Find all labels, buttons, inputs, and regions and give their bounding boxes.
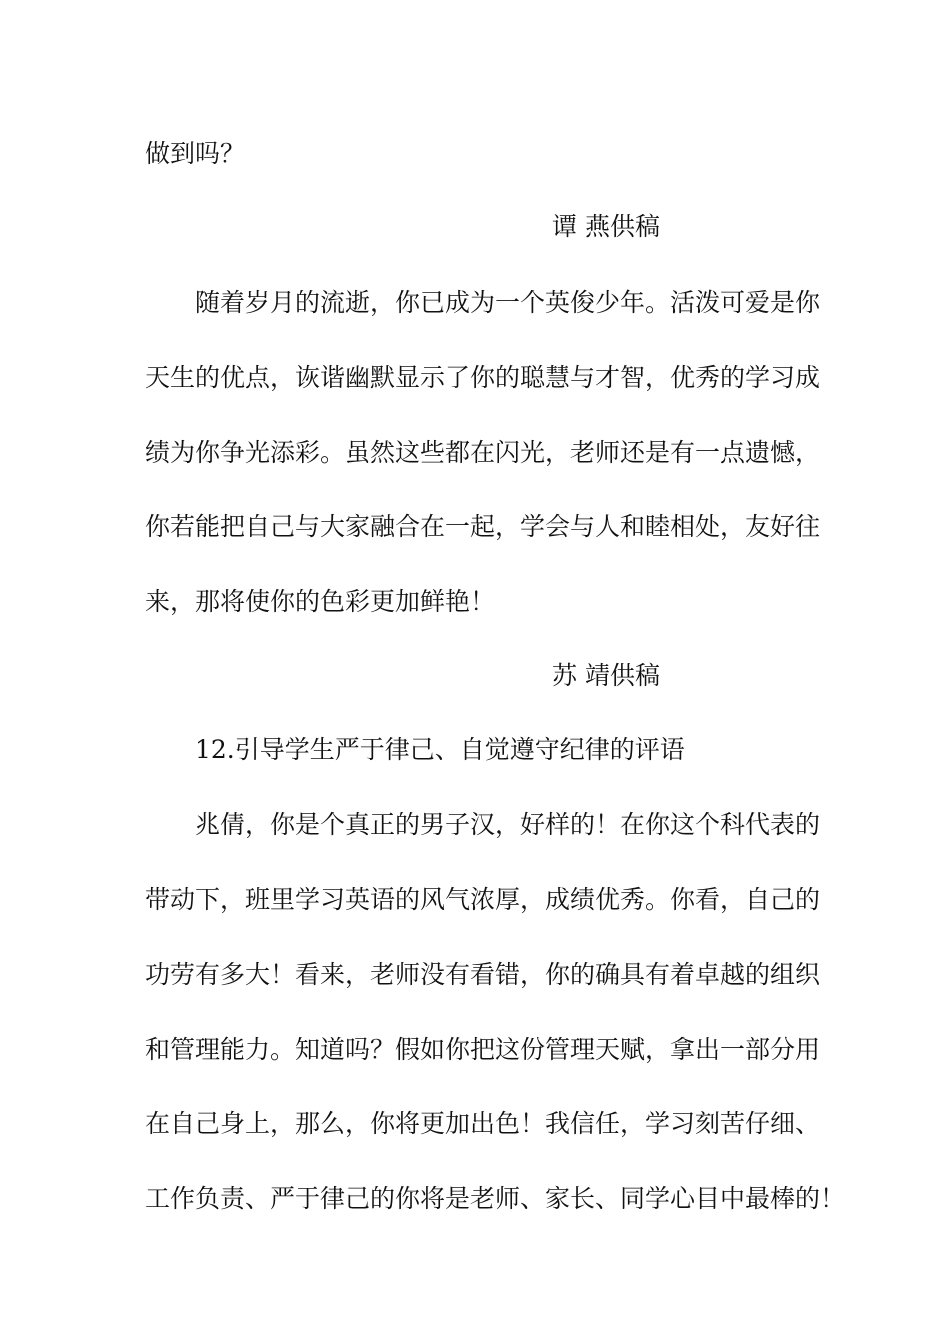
text-line: 带动下，班里学习英语的风气浓厚，成绩优秀。你看，自己的 — [145, 885, 821, 914]
author-credit: 苏 靖供稿 — [552, 661, 660, 690]
text-line: 你若能把自己与大家融合在一起，学会与人和睦相处，友好往 — [145, 512, 821, 541]
paragraph-start: 随着岁月的流逝，你已成为一个英俊少年。活泼可爱是你 — [195, 288, 821, 317]
text-line: 来，那将使你的色彩更加鲜艳！ — [145, 587, 496, 616]
section-heading: 12.引导学生严于律己、自觉遵守纪律的评语 — [195, 735, 685, 764]
author-credit: 谭 燕供稿 — [552, 212, 660, 241]
text-line: 在自己身上，那么，你将更加出色！我信任，学习刻苦仔细、 — [145, 1109, 821, 1138]
text-line: 工作负责、严于律己的你将是老师、家长、同学心目中最棒的！ — [145, 1184, 846, 1213]
text-line: 天生的优点，诙谐幽默显示了你的聪慧与才智，优秀的学习成 — [145, 363, 821, 392]
text-line: 和管理能力。知道吗？假如你把这份管理天赋，拿出一部分用 — [145, 1035, 821, 1064]
text-line: 绩为你争光添彩。虽然这些都在闪光，老师还是有一点遗憾， — [145, 438, 821, 467]
text-line: 做到吗？ — [145, 139, 246, 168]
paragraph-start: 兆倩，你是个真正的男子汉，好样的！在你这个科代表的 — [195, 810, 821, 839]
text-line: 功劳有多大！看来，老师没有看错，你的确具有着卓越的组织 — [145, 960, 821, 989]
